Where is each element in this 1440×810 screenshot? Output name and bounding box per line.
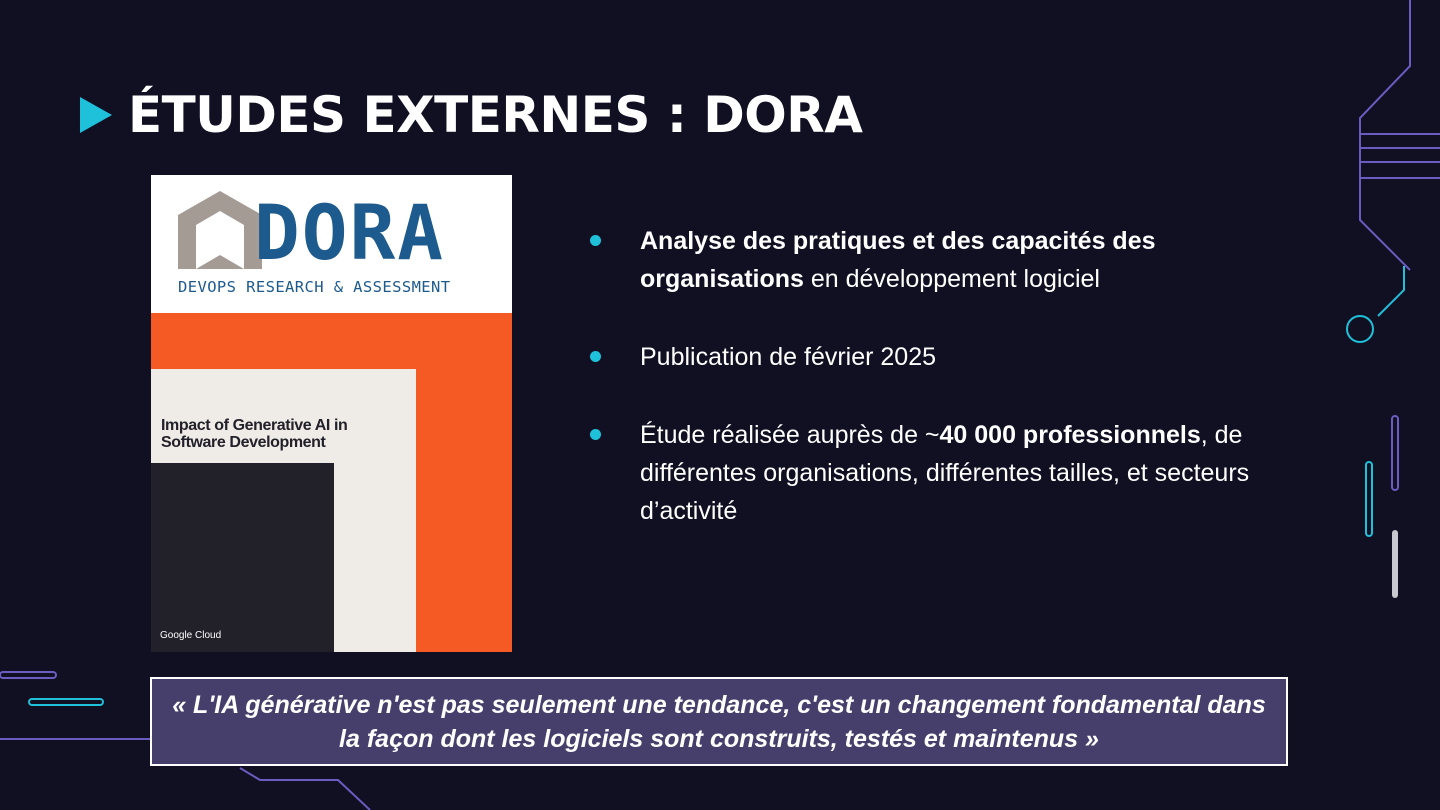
quote-text: « L'IA générative n'est pas seulement une tendance, c'est un changement fondamental dans la façon dont les logiciels sont construits, testés et maintenus » [172,690,1266,753]
bullet-text: , de différentes organisations, différentes tailles, et secteurs d’activité [640,421,1250,525]
bullet-item [588,416,1288,530]
bullet-list [588,222,1288,570]
play-triangle-icon [80,97,112,133]
bullet-item [588,222,1288,298]
report-cover-image [151,175,512,652]
cover-dark-block [151,463,334,652]
slide-title: ÉTUDES EXTERNES : DORA [128,86,863,144]
bullet-item [588,338,1288,376]
bullet-text: Publication de février 2025 [640,343,937,371]
bullet-text: en développement logiciel [803,265,1100,293]
bullet-dot-icon [590,351,601,362]
bullet-bold-text: 40 000 professionnels [939,421,1201,449]
bullet-bold-text: Analyse des pratiques et des capacités des organisations [640,227,1156,293]
bullet-dot-icon [590,429,601,440]
dora-logo-subtitle: DEVOPS RESEARCH & ASSESSMENT [178,278,451,296]
title-row [80,86,862,144]
dora-house-logo-icon [178,191,262,271]
dora-logo-word: DORA [254,188,446,277]
bullet-dot-icon [590,235,601,246]
cover-brand: Google Cloud [160,630,222,641]
quote-box [150,677,1288,766]
bullet-text: Étude réalisée auprès de ~ [640,421,940,449]
cover-report-title: Impact of Generative AI in Software Development [161,417,348,451]
